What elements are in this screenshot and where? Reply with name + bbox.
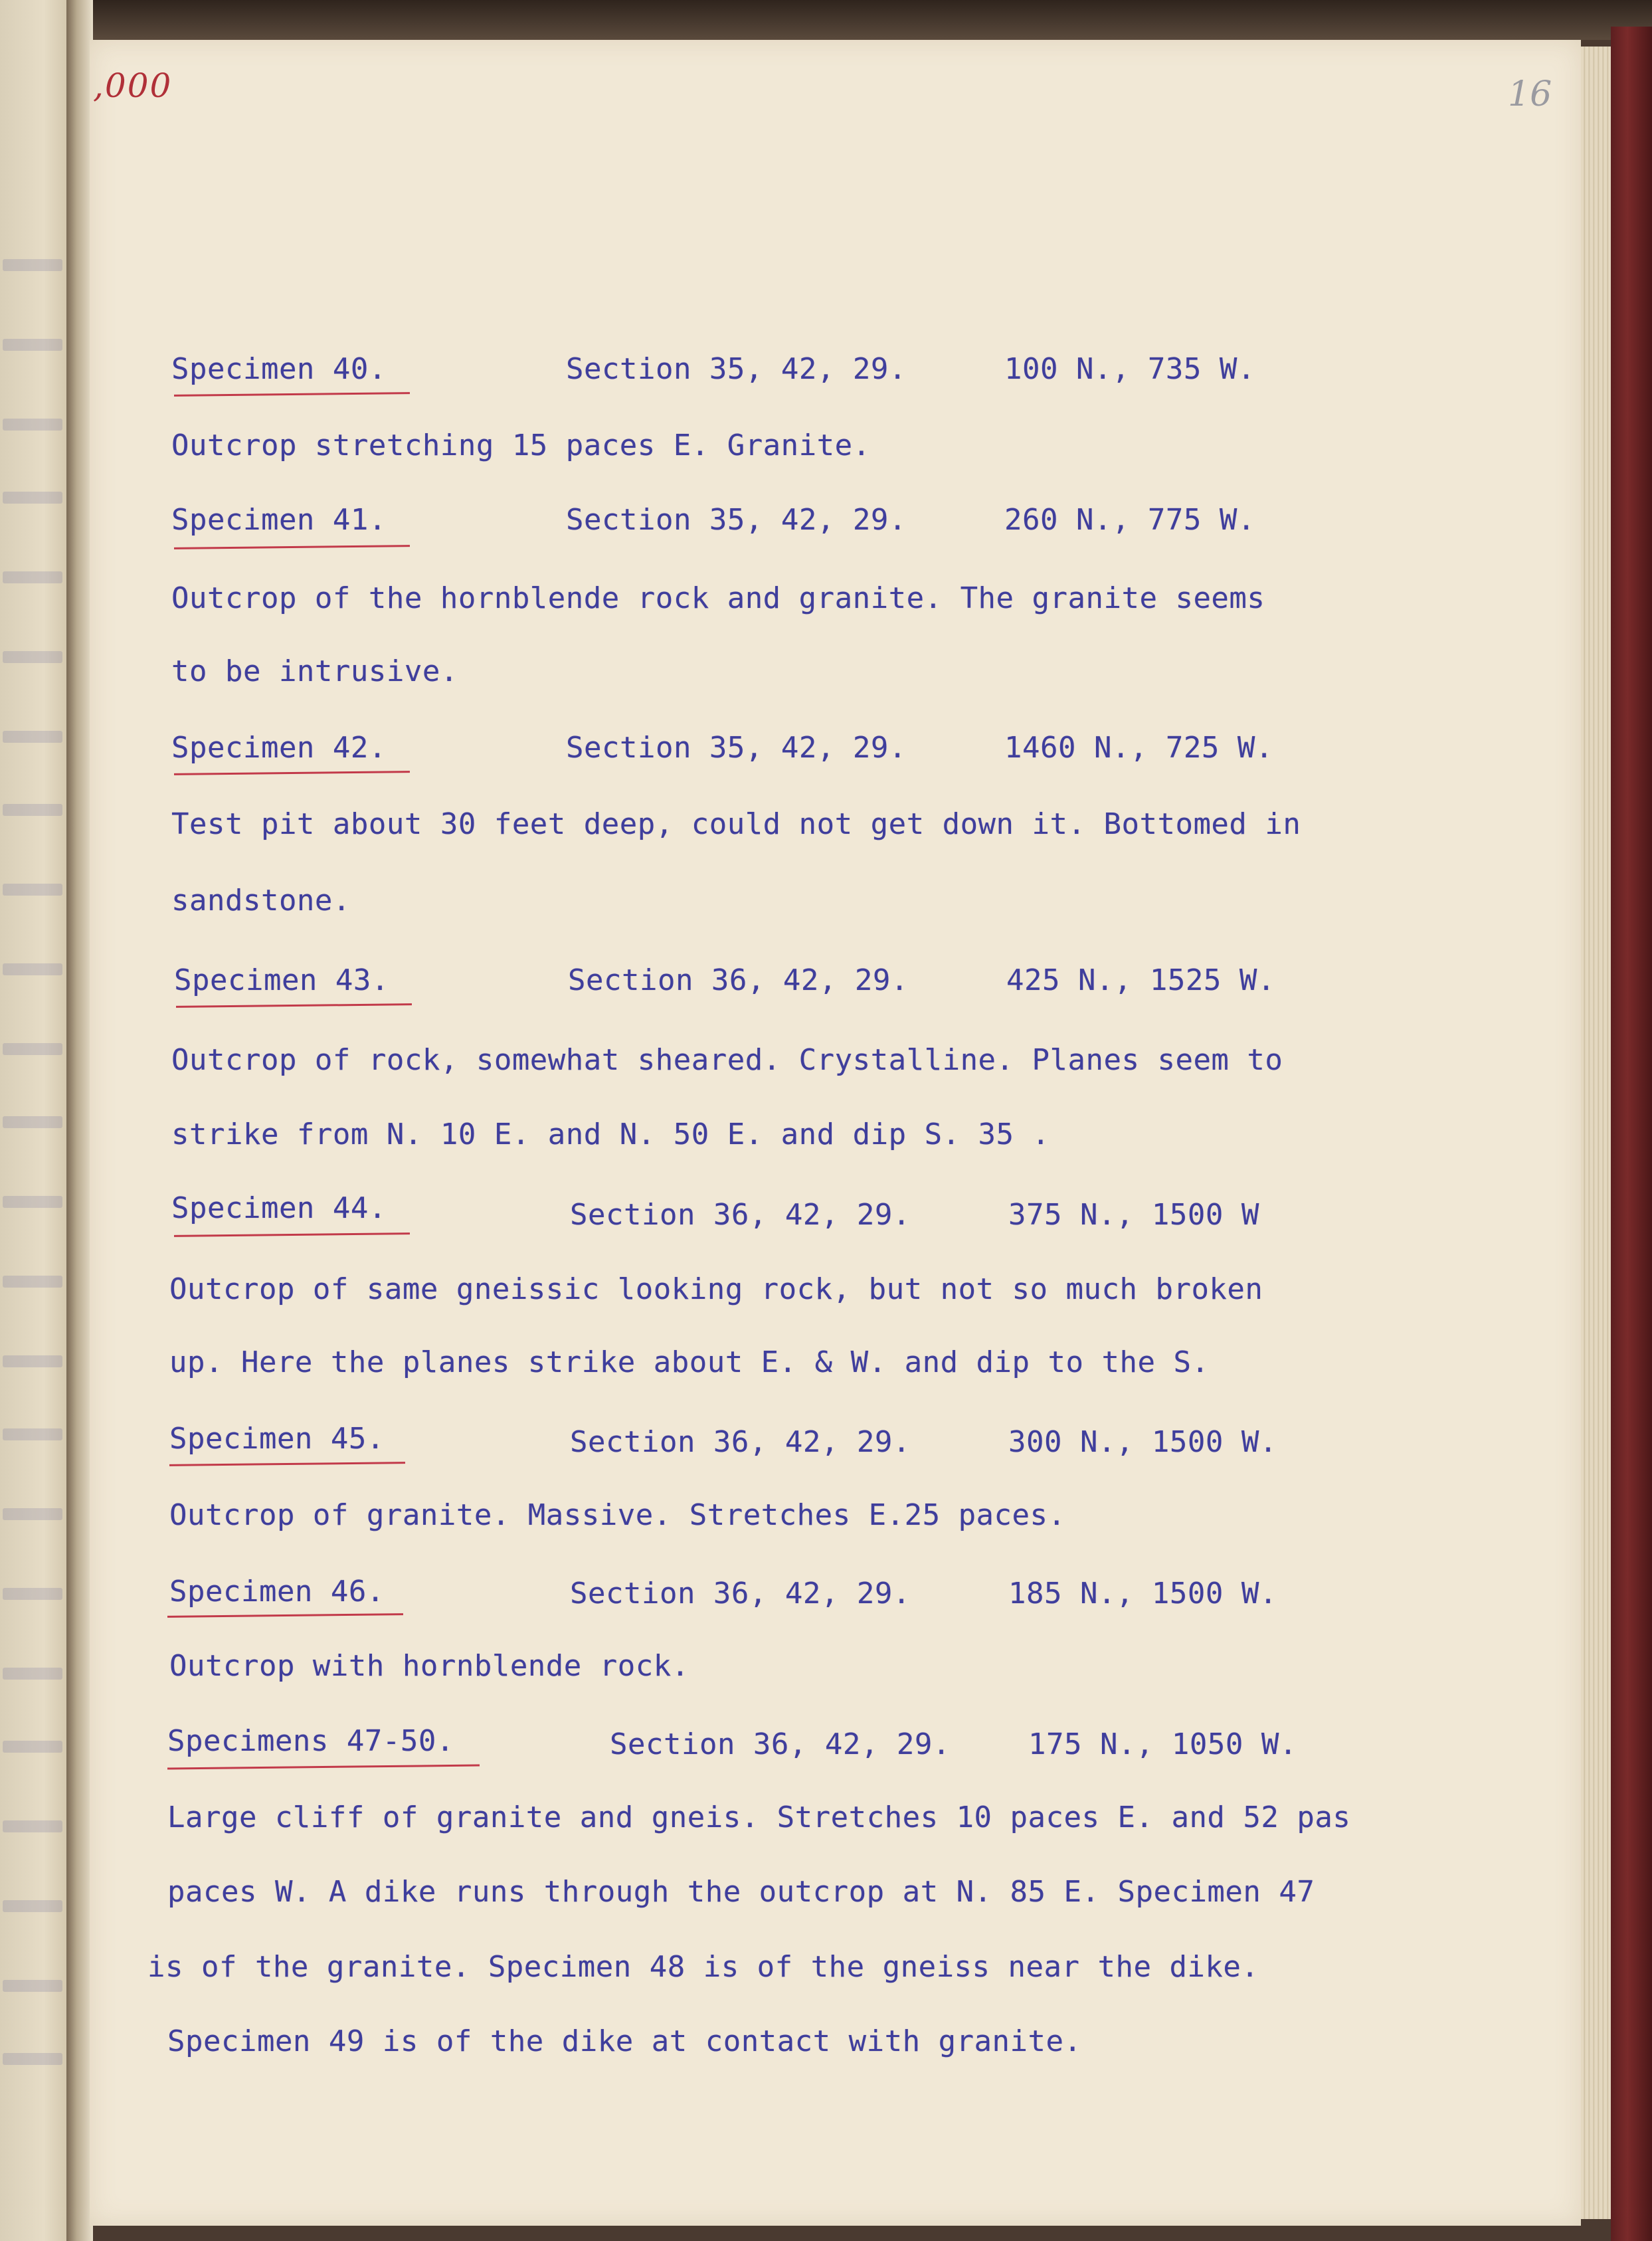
coordinates: 260 N., 775 W. [1004,503,1255,537]
ghost-text [3,804,62,816]
ghost-text [3,1668,62,1680]
section-ref: Section 35, 42, 29. [566,503,907,537]
specimen-label: Specimen 40. [171,352,387,386]
entry-text: Test pit about 30 feet deep, could not get down it. Bottomed in [171,807,1301,841]
entry-text: to be intrusive. [171,654,458,688]
page-number: 16 [1508,74,1552,114]
ghost-text [3,1820,62,1832]
ghost-text [3,731,62,743]
section-ref: Section 36, 42, 29. [570,1198,911,1232]
facing-page-edge [0,0,73,2241]
entry-text: paces W. A dike runs through the outcrop at N. 85 E. Specimen 47 [167,1875,1315,1909]
specimen-label: Specimen 41. [171,503,387,537]
specimen-label: Specimen 45. [169,1422,385,1456]
ghost-text [3,571,62,583]
ghost-text [3,1508,62,1520]
specimen-label: Specimen 46. [169,1575,385,1608]
coordinates: 375 N., 1500 W [1008,1198,1259,1232]
ghost-text [3,2053,62,2065]
book-cover-edge [1611,27,1652,2241]
entry-text: Outcrop stretching 15 paces E. Granite. [171,429,871,462]
entry-text: strike from N. 10 E. and N. 50 E. and dip S. 35 . [171,1118,1050,1151]
specimen-label: Specimen 44. [171,1191,387,1225]
ghost-text [3,1196,62,1208]
coordinates: 175 N., 1050 W. [1028,1727,1297,1761]
ghost-text [3,651,62,663]
ghost-text [3,1116,62,1128]
entry-text: Outcrop of the hornblende rock and granite. The granite seems [171,581,1265,615]
ghost-text [3,259,62,271]
section-ref: Section 36, 42, 29. [570,1577,911,1610]
ghost-text [3,1428,62,1440]
section-ref: Section 36, 42, 29. [568,963,909,997]
ghost-text [3,1900,62,1912]
ghost-text [3,1043,62,1055]
entry-text: Outcrop of granite. Massive. Stretches E.25 paces. [169,1498,1066,1532]
entry-text: up. Here the planes strike about E. & W. and dip to the S. [169,1345,1210,1379]
ghost-text [3,1741,62,1753]
ghost-text [3,884,62,896]
entry-text: Outcrop of same gneissic looking rock, but not so much broken [169,1272,1263,1306]
ghost-text [3,1980,62,1992]
specimen-label: Specimen 43. [174,963,389,997]
ghost-text [3,963,62,975]
ghost-text [3,419,62,431]
book-gutter [66,0,93,2241]
specimen-label: Specimens 47-50. [167,1724,454,1758]
section-ref: Section 36, 42, 29. [570,1425,911,1459]
ghost-text [3,1355,62,1367]
coordinates: 1460 N., 725 W. [1004,731,1273,765]
coordinates: 425 N., 1525 W. [1006,963,1275,997]
entry-text: Outcrop with hornblende rock. [169,1649,689,1683]
entry-text: Specimen 49 is of the dike at contact with granite. [167,2024,1082,2058]
entry-text: sandstone. [171,884,351,918]
ghost-text [3,1588,62,1600]
entry-text: Large cliff of granite and gneis. Stretches 10 paces E. and 52 pas [167,1801,1351,1834]
coordinates: 185 N., 1500 W. [1008,1577,1277,1610]
page-stack-edge [1581,47,1611,2219]
section-ref: Section 35, 42, 29. [566,352,907,386]
ghost-text [3,492,62,504]
coordinates: 300 N., 1500 W. [1008,1425,1277,1459]
entry-text: Outcrop of rock, somewhat sheared. Crystalline. Planes seem to [171,1043,1283,1077]
top-shadow [0,0,1652,40]
ghost-text [3,339,62,351]
section-ref: Section 36, 42, 29. [610,1727,951,1761]
section-ref: Section 35, 42, 29. [566,731,907,765]
specimen-label: Specimen 42. [171,731,387,765]
coordinates: 100 N., 735 W. [1004,352,1255,386]
ghost-text [3,1276,62,1288]
accession-number: ,000 [93,66,173,105]
entry-text: is of the granite. Specimen 48 is of the gneiss near the dike. [147,1950,1259,1984]
